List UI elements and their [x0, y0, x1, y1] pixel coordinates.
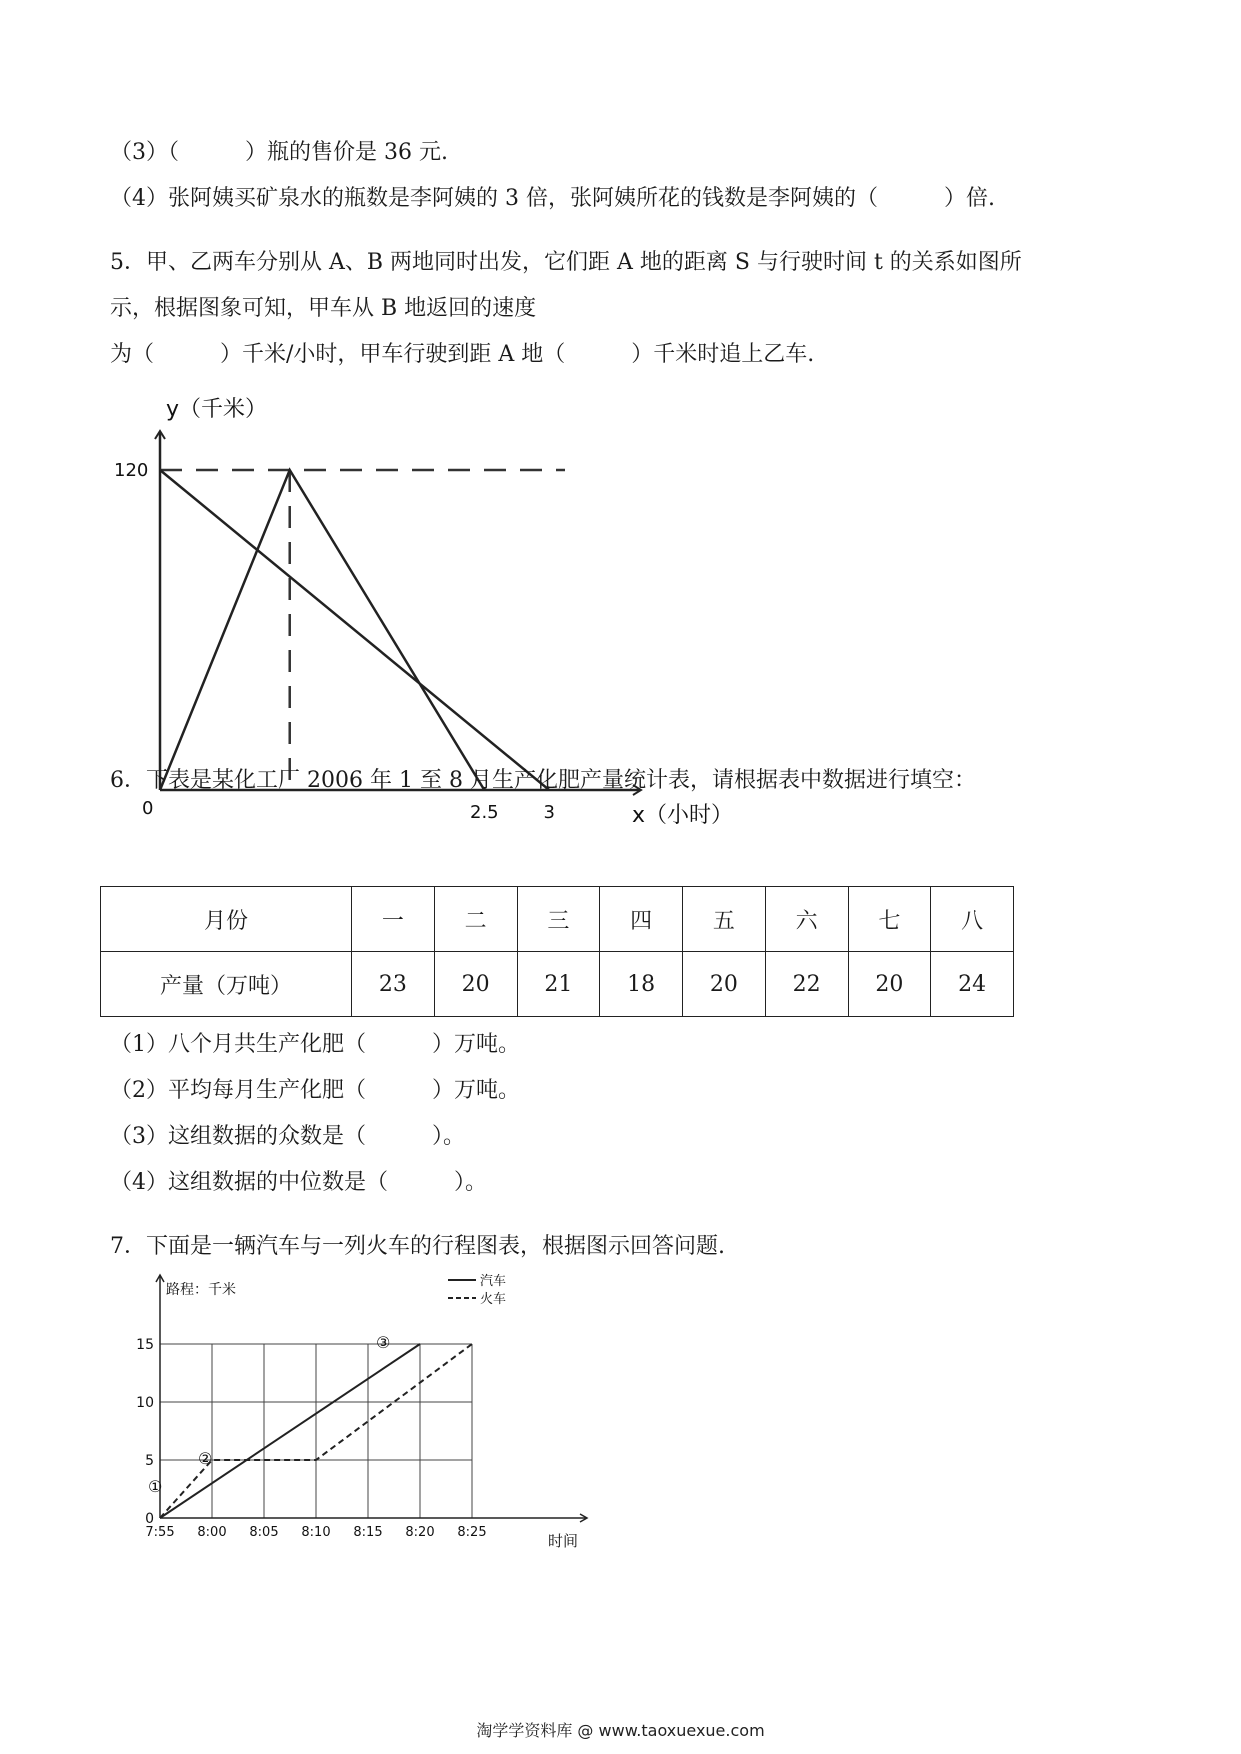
table-row — [101, 887, 1014, 952]
x-tick: 8:25 — [457, 1525, 487, 1540]
x-axis-label: x（小时） — [632, 803, 734, 828]
table-cell: 八 — [931, 887, 1014, 952]
y-axis-label: y（千米） — [166, 397, 268, 422]
table-cell: 18 — [600, 952, 683, 1017]
x-tick: 7:55 — [145, 1525, 175, 1540]
y-tick: 5 — [145, 1453, 154, 1469]
grid — [160, 1344, 472, 1518]
q7-title: 7．下面是一辆汽车与一列火车的行程图表，根据图示回答问题. — [110, 1234, 725, 1259]
x-tick: 8:20 — [405, 1525, 435, 1540]
y-tick: 10 — [136, 1395, 154, 1411]
q6-title: 6．下表是某化工厂 2006 年 1 至 8 月生产化肥产量统计表，请根据表中数据进行填空： — [110, 768, 976, 793]
series-car-jia — [160, 470, 484, 790]
y-tick-120: 120 — [114, 460, 149, 481]
table-cell: 五 — [683, 887, 766, 952]
y-axis-label: 路程：千米 — [166, 1282, 236, 1298]
legend-car-label: 汽车 — [480, 1274, 507, 1289]
q7-travel-chart — [130, 1268, 600, 1558]
q5-line2: 示，根据图象可知，甲车从 B 地返回的速度 — [110, 296, 537, 321]
table-cell: 20 — [683, 952, 766, 1017]
q6-sub4: （4）这组数据的中位数是（ ）。 — [110, 1170, 487, 1195]
table-cell: 20 — [434, 952, 517, 1017]
legend-train-label: 火车 — [480, 1292, 507, 1307]
table-cell: 二 — [434, 887, 517, 952]
series-car — [160, 1344, 420, 1518]
y-tick: 15 — [136, 1337, 154, 1353]
table-row — [101, 952, 1014, 1017]
table-header-month: 月份 — [101, 887, 352, 952]
x-tick-3: 3 — [543, 802, 555, 823]
table-cell: 23 — [352, 952, 435, 1017]
x-tick: 8:10 — [301, 1525, 331, 1540]
table-cell: 一 — [352, 887, 435, 952]
x-tick: 8:15 — [353, 1525, 383, 1540]
q4-part4: （4）张阿姨买矿泉水的瓶数是李阿姨的 3 倍，张阿姨所花的钱数是李阿姨的（ ）倍. — [110, 186, 995, 211]
table-header-output: 产量（万吨） — [101, 952, 352, 1017]
table-cell: 三 — [517, 887, 600, 952]
table-cell: 七 — [848, 887, 931, 952]
y-tick: 0 — [145, 1511, 154, 1527]
q6-sub1: （1）八个月共生产化肥（ ）万吨。 — [110, 1032, 520, 1057]
q5-distance-time-chart — [100, 390, 734, 830]
table-cell: 四 — [600, 887, 683, 952]
annotation-2: ② — [198, 1449, 213, 1468]
q4-part3: （3）（ ）瓶的售价是 36 元. — [110, 140, 448, 165]
x-axis-label: 时间 — [548, 1532, 579, 1550]
annotation-3: ③ — [376, 1333, 391, 1352]
table-cell: 21 — [517, 952, 600, 1017]
x-tick: 8:00 — [197, 1525, 227, 1540]
x-tick: 8:05 — [249, 1525, 279, 1540]
q6-sub3: （3）这组数据的众数是（ ）。 — [110, 1124, 465, 1149]
annotation-1: ① — [148, 1477, 163, 1496]
x-tick-2-5: 2.5 — [470, 802, 499, 823]
origin-label: 0 — [142, 798, 154, 819]
table-cell: 六 — [765, 887, 848, 952]
footer-watermark: 淘学学资料库 @ www.taoxuexue.com — [476, 1721, 765, 1740]
table-cell: 24 — [931, 952, 1014, 1017]
q6-sub2: （2）平均每月生产化肥（ ）万吨。 — [110, 1078, 520, 1103]
q5-line3: 为（ ）千米/小时，甲车行驶到距 A 地（ ）千米时追上乙车. — [110, 342, 815, 367]
series-car-yi — [160, 470, 549, 790]
production-table — [100, 886, 1014, 1017]
table-cell: 20 — [848, 952, 931, 1017]
table-cell: 22 — [765, 952, 848, 1017]
q5-line1: 5．甲、乙两车分别从 A、B 两地同时出发，它们距 A 地的距离 S 与行驶时间 t 的关系如图所 — [110, 250, 1022, 275]
